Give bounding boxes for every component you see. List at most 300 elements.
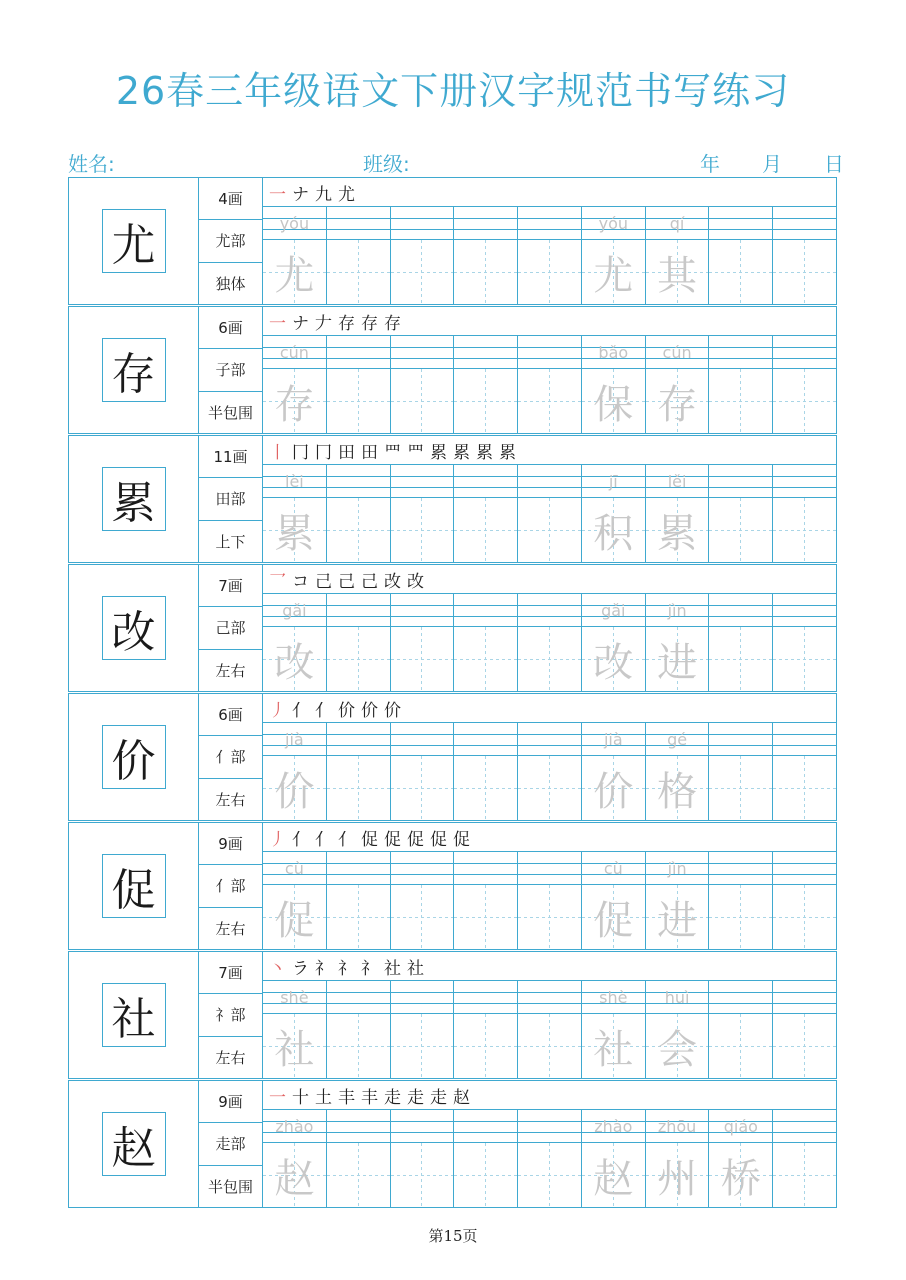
trace-character: 州 [646,1143,709,1207]
practice-cell[interactable] [646,852,710,949]
stroke-order [263,1081,836,1110]
radical: 田部 [199,478,262,520]
trace-character [391,885,454,949]
stroke-step: 丰 [338,1087,355,1108]
stroke-step: 促 [384,829,401,850]
stroke-step: 罒 [407,442,424,463]
practice-cell[interactable] [391,981,455,1078]
trace-character: 改 [582,627,645,691]
radical: 己部 [199,607,262,649]
practice-cell[interactable] [709,1110,773,1207]
practice-cell[interactable] [646,723,710,820]
trace-character [327,498,390,562]
practice-cell[interactable] [327,207,391,304]
practice-cell[interactable] [773,594,836,691]
stroke-step: 礻 [338,958,355,979]
trace-character [327,1143,390,1207]
structure: 半包围 [207,403,253,422]
pinyin-guide: cù [263,852,326,885]
stroke-step: 土 [315,1087,332,1108]
character-info [199,694,263,820]
trace-character [709,369,772,433]
practice-cell[interactable] [327,723,391,820]
trace-character [327,627,390,691]
radical: 亻部 [199,865,262,907]
practice-cell[interactable] [454,1110,518,1207]
trace-character [518,627,581,691]
practice-cell[interactable] [709,465,773,562]
trace-character: 进 [646,627,709,691]
pinyin-guide [773,1110,836,1143]
pinyin-guide [327,465,390,498]
trace-character [709,756,772,820]
trace-character: 价 [263,756,326,820]
practice-cell[interactable] [391,207,455,304]
practice-cell[interactable] [518,723,582,820]
structure: 半包围 [207,1177,253,1196]
trace-character: 存 [263,369,326,433]
trace-character [391,498,454,562]
practice-cell[interactable] [582,594,646,691]
practice-cell[interactable] [327,852,391,949]
trace-character: 累 [646,498,709,562]
character-info [199,565,263,691]
stroke-order [263,307,836,336]
pinyin-guide [327,336,390,369]
pinyin-guide [454,1110,517,1143]
stroke-step: 亻 [315,700,332,721]
practice-cell[interactable] [327,465,391,562]
trace-character: 尤 [582,240,645,304]
practice-cell[interactable] [646,336,710,433]
structure: 左右 [215,661,246,680]
practice-cell[interactable] [518,465,582,562]
stroke-step: 促 [453,829,470,850]
pinyin-guide [391,594,454,627]
practice-cell[interactable] [454,723,518,820]
stroke-step: 己 [361,571,378,592]
practice-cell[interactable] [582,723,646,820]
pinyin-guide [709,336,772,369]
practice-cell[interactable] [327,1110,391,1207]
stroke-step: 促 [407,829,424,850]
practice-cell[interactable] [327,336,391,433]
pinyin-guide: qiáo [709,1110,772,1143]
pinyin-guide [773,207,836,240]
pinyin-guide [518,1110,581,1143]
practice-cell[interactable] [646,207,710,304]
stroke-step: 走 [407,1087,424,1108]
practice-cell[interactable] [454,207,518,304]
radical: 礻部 [199,994,262,1036]
practice-cell[interactable] [391,594,455,691]
main-character: 尤 [102,209,166,273]
main-character: 存 [102,338,166,402]
character-info [199,952,263,1078]
trace-character: 尤 [263,240,326,304]
stroke-step: 冂 [292,442,309,463]
character-info [199,436,263,562]
stroke-step: 促 [361,829,378,850]
pinyin-guide [391,852,454,885]
trace-character [391,240,454,304]
structure: 上下 [215,532,246,551]
practice-cell[interactable] [582,207,646,304]
stroke-step: 走 [430,1087,447,1108]
trace-character [391,1143,454,1207]
pinyin-guide [327,1110,390,1143]
practice-cell[interactable] [263,336,327,433]
trace-character [773,885,836,949]
practice-cell[interactable] [646,465,710,562]
main-character: 赵 [102,1112,166,1176]
pinyin-guide [391,981,454,1014]
trace-character [391,1014,454,1078]
trace-character [518,498,581,562]
stroke-step: 一 [269,313,286,334]
stroke-step: 亻 [292,829,309,850]
trace-character [518,756,581,820]
stroke-step: 一 [269,1087,286,1108]
page-title: 26春三年级语文下册汉字规范书写练习 [115,69,791,113]
trace-character: 促 [263,885,326,949]
trace-character [518,1014,581,1078]
structure: 左右 [215,790,246,809]
pinyin-guide: jià [263,723,326,756]
practice-cell[interactable] [773,207,836,304]
pinyin-guide [709,981,772,1014]
stroke-step: 己 [338,571,355,592]
practice-cell[interactable] [773,465,836,562]
stroke-order [263,952,836,981]
structure: 左右 [215,919,246,938]
trace-character [454,627,517,691]
main-character: 累 [102,467,166,531]
trace-character: 会 [646,1014,709,1078]
pinyin-guide: jī [582,465,645,498]
trace-character [518,1143,581,1207]
practice-cell[interactable] [327,594,391,691]
character-block [68,177,837,305]
pinyin-guide [773,336,836,369]
practice-cell[interactable] [263,1110,327,1207]
character-info [199,307,263,433]
pinyin-guide [518,981,581,1014]
pinyin-guide [391,1110,454,1143]
stroke-step: ナ [292,184,309,205]
pinyin-guide [518,207,581,240]
radical: 子部 [199,349,262,391]
trace-character: 赵 [263,1143,326,1207]
stroke-step: コ [292,571,309,592]
pinyin-guide: bǎo [582,336,645,369]
stroke-step: 亻 [315,829,332,850]
stroke-step: 改 [384,571,401,592]
practice-cell[interactable] [646,981,710,1078]
pinyin-guide: qí [646,207,709,240]
main-character-cell [69,1081,199,1207]
practice-cell[interactable] [773,723,836,820]
practice-cell[interactable] [709,723,773,820]
practice-cell[interactable] [582,336,646,433]
trace-character [454,498,517,562]
trace-character [327,756,390,820]
practice-cell[interactable] [773,336,836,433]
stroke-step: 累 [430,442,447,463]
trace-character [391,627,454,691]
pinyin-guide: gǎi [263,594,326,627]
pinyin-guide [454,981,517,1014]
stroke-step: 己 [315,571,332,592]
pinyin-guide [518,465,581,498]
stroke-step: 存 [384,313,401,334]
pinyin-guide [709,207,772,240]
stroke-step: 社 [384,958,401,979]
stroke-count: 9画 [199,1081,262,1123]
trace-character [454,369,517,433]
page-number: 第15页 [428,1227,478,1245]
practice-cell[interactable] [773,981,836,1078]
practice-cell[interactable] [709,852,773,949]
trace-character: 积 [582,498,645,562]
stroke-step: 丨 [269,442,286,463]
practice-cell[interactable] [263,207,327,304]
trace-character [709,1014,772,1078]
character-info [199,823,263,949]
practice-cell[interactable] [391,465,455,562]
pinyin-guide [454,852,517,885]
stroke-step: 价 [384,700,401,721]
practice-cell[interactable] [454,981,518,1078]
trace-character: 保 [582,369,645,433]
stroke-step: 冂 [315,442,332,463]
trace-character: 桥 [709,1143,772,1207]
trace-character: 促 [582,885,645,949]
trace-character [327,1014,390,1078]
stroke-step: 赵 [453,1087,470,1108]
character-block [68,693,837,821]
practice-cell[interactable] [327,981,391,1078]
pinyin-guide: gǎi [582,594,645,627]
trace-character [773,240,836,304]
structure: 左右 [215,1048,246,1067]
stroke-step: 促 [430,829,447,850]
practice-cell[interactable] [518,981,582,1078]
practice-cell[interactable] [263,852,327,949]
month-label: 月 [762,152,782,176]
stroke-step: 价 [338,700,355,721]
pinyin-guide [518,852,581,885]
practice-cell[interactable] [454,852,518,949]
character-block [68,1080,837,1208]
trace-character [454,1143,517,1207]
practice-cell[interactable] [709,207,773,304]
stroke-step: 礻 [315,958,332,979]
pinyin-guide: cù [582,852,645,885]
practice-cell[interactable] [263,465,327,562]
character-block [68,951,837,1079]
practice-cell[interactable] [518,594,582,691]
character-block [68,306,837,434]
stroke-step: ラ [292,958,309,979]
trace-character: 进 [646,885,709,949]
name-label: 姓名: [68,152,115,176]
pinyin-guide [454,594,517,627]
year-label: 年 [700,152,720,176]
trace-character [773,627,836,691]
radical: 尤部 [199,220,262,262]
pinyin-guide [454,207,517,240]
stroke-step: 价 [361,700,378,721]
trace-character [327,240,390,304]
stroke-step: 存 [361,313,378,334]
pinyin-guide: jià [582,723,645,756]
practice-cell[interactable] [582,852,646,949]
practice-cell[interactable] [454,594,518,691]
pinyin-guide: huì [646,981,709,1014]
stroke-step: 改 [407,571,424,592]
stroke-step: 亻 [292,700,309,721]
practice-cell[interactable] [391,336,455,433]
practice-cell[interactable] [646,594,710,691]
radical: 走部 [199,1123,262,1165]
trace-character: 价 [582,756,645,820]
practice-cell[interactable] [263,981,327,1078]
pinyin-guide [327,852,390,885]
practice-cell[interactable] [709,336,773,433]
pinyin-guide [773,852,836,885]
stroke-step: 存 [338,313,355,334]
pinyin-guide [391,207,454,240]
pinyin-guide [709,465,772,498]
stroke-count: 6画 [199,307,262,349]
practice-cell[interactable] [582,465,646,562]
pinyin-guide [454,723,517,756]
pinyin-guide: yóu [263,207,326,240]
practice-cell[interactable] [709,981,773,1078]
character-block [68,822,837,950]
trace-character [391,369,454,433]
pinyin-guide: zhào [263,1110,326,1143]
practice-cell[interactable] [709,594,773,691]
main-character: 改 [102,596,166,660]
stroke-step: 丰 [361,1087,378,1108]
pinyin-guide: jìn [646,852,709,885]
pinyin-guide [773,981,836,1014]
stroke-step: 累 [499,442,516,463]
stroke-step: 田 [338,442,355,463]
practice-cell[interactable] [391,723,455,820]
pinyin-guide [518,594,581,627]
practice-cell[interactable] [391,1110,455,1207]
pinyin-guide: jìn [646,594,709,627]
pinyin-guide [327,981,390,1014]
trace-character [709,627,772,691]
pinyin-guide [773,723,836,756]
stroke-step: 丶 [269,958,286,979]
practice-cell[interactable] [582,981,646,1078]
pinyin-guide [391,465,454,498]
trace-character: 改 [263,627,326,691]
trace-character [773,1143,836,1207]
class-label: 班级: [363,152,410,176]
worksheet [68,177,837,1209]
trace-character: 格 [646,756,709,820]
practice-cell[interactable] [263,723,327,820]
trace-character [773,1014,836,1078]
practice-cell[interactable] [773,852,836,949]
pinyin-guide [327,207,390,240]
practice-cell[interactable] [518,336,582,433]
practice-cell[interactable] [518,1110,582,1207]
stroke-step: 累 [453,442,470,463]
main-character-cell [69,952,199,1078]
stroke-count: 6画 [199,694,262,736]
stroke-step: 礻 [361,958,378,979]
practice-cell[interactable] [391,852,455,949]
pinyin-guide [391,723,454,756]
practice-cell[interactable] [454,336,518,433]
practice-cell[interactable] [263,594,327,691]
practice-cell[interactable] [646,1110,710,1207]
structure: 独体 [215,274,246,293]
stroke-step: 社 [407,958,424,979]
trace-character [327,369,390,433]
stroke-step: 走 [384,1087,401,1108]
stroke-count: 7画 [199,565,262,607]
practice-cell[interactable] [518,207,582,304]
stroke-step: 𠂇 [315,313,332,334]
pinyin-guide [391,336,454,369]
trace-character: 赵 [582,1143,645,1207]
trace-character [454,756,517,820]
practice-cell[interactable] [518,852,582,949]
main-character-cell [69,307,199,433]
trace-character [454,885,517,949]
pinyin-guide [709,852,772,885]
pinyin-guide: cún [646,336,709,369]
pinyin-guide: zhōu [646,1110,709,1143]
pinyin-guide [454,336,517,369]
main-character-cell [69,565,199,691]
character-block [68,564,837,692]
practice-cell[interactable] [773,1110,836,1207]
character-block [68,435,837,563]
stroke-step: 十 [292,1087,309,1108]
trace-character [709,885,772,949]
pinyin-guide: cún [263,336,326,369]
stroke-count: 9画 [199,823,262,865]
trace-character [518,369,581,433]
stroke-step: 九 [315,184,332,205]
stroke-count: 4画 [199,178,262,220]
character-info [199,1081,263,1207]
trace-character: 社 [582,1014,645,1078]
pinyin-guide: shè [582,981,645,1014]
stroke-step: 丿 [269,829,286,850]
stroke-count: 11画 [199,436,262,478]
practice-cell[interactable] [454,465,518,562]
pinyin-guide: yóu [582,207,645,240]
trace-character [709,498,772,562]
practice-cell[interactable] [582,1110,646,1207]
pinyin-guide [773,594,836,627]
stroke-step: 尤 [338,184,355,205]
trace-character: 存 [646,369,709,433]
radical: 亻部 [199,736,262,778]
trace-character: 累 [263,498,326,562]
stroke-step: 亻 [338,829,355,850]
